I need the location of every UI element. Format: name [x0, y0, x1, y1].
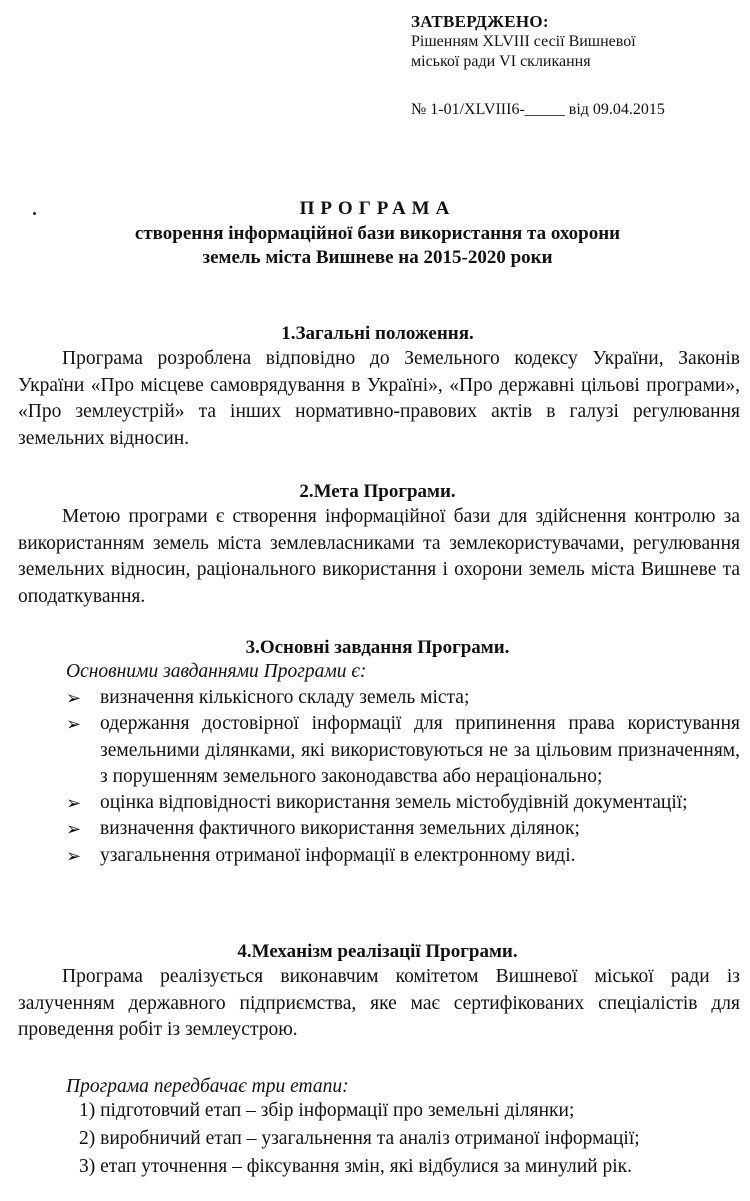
- section-2-text: Метою програми є створення інформаційної бази для здійснення контролю за використанням земель міста землевласниками та землекористувачами, регулювання земельних відносин, раціонального використання і охорони земель міста Вишневе та оподаткування.: [18, 506, 740, 607]
- arrow-bullet-icon: ➢: [66, 714, 82, 735]
- approval-title: ЗАТВЕРДЖЕНО:: [411, 12, 549, 31]
- title-main: ПРОГРАМА: [299, 198, 456, 219]
- arrow-bullet-icon: ➢: [66, 688, 82, 708]
- section-1-text: Програма розроблена відповідно до Земельного кодексу України, Законів України «Про місцеве самоврядування в Україні», «Про державні цільові програми», «Про землеустрій» та інших нормативно-правових актів в галузі регулювання земельних відносин.: [18, 348, 740, 449]
- list-item: 3) етап уточнення – фіксування змін, які відбулися за минулий рік.: [79, 1156, 632, 1177]
- tasks-list: [66, 685, 740, 869]
- approval-line-1: Рішенням XLVIII сесії Вишневої: [411, 33, 636, 50]
- arrow-bullet-icon: ➢: [66, 819, 82, 840]
- list-item-text: одержання достовірної інформації для припинення права користування земельними ділянками, які використовуються не за цільовим призначенням, з порушенням земельного законодавства або нераціонально;: [100, 713, 740, 787]
- list-item: 2) виробничий етап – узагальнення та аналіз отриманої інформації;: [79, 1128, 640, 1149]
- approval-line-2: міської ради VI скликання: [411, 53, 591, 70]
- list-item-text: визначення фактичного використання земельних ділянок;: [100, 818, 580, 840]
- list-item: [66, 816, 740, 842]
- stages-intro: Програма передбачає три етапи:: [66, 1076, 349, 1097]
- title-sub-line-2: земель міста Вишневе на 2015-2020 роки: [202, 247, 553, 268]
- arrow-bullet-icon: ➢: [66, 845, 82, 866]
- section-3-intro: Основними завданнями Програми є:: [66, 661, 367, 682]
- section-1-heading: 1.Загальні положення.: [281, 323, 474, 344]
- section-4-text: Програма реалізується виконавчим комітетом Вишневої міської ради із залученням державного підприємства, яке має сертифікованих спеціалістів для проведення робіт із землеустрою.: [18, 966, 740, 1040]
- section-4-heading: 4.Механізм реалізації Програми.: [237, 941, 518, 962]
- section-3-heading: 3.Основні завдання Програми.: [245, 637, 510, 658]
- title-sub-line-1: створення інформаційної бази використання та охорони: [134, 223, 621, 244]
- list-item: [66, 790, 740, 816]
- list-item: 1) підготовчий етап – збір інформації про земельні ділянки;: [79, 1100, 575, 1121]
- stages-list: [79, 1097, 739, 1181]
- section-2-heading: 2.Мета Програми.: [299, 481, 456, 502]
- document-title: [20, 196, 735, 270]
- list-item: [66, 711, 740, 790]
- approval-stamp-block: [411, 12, 741, 120]
- list-item: [66, 843, 740, 869]
- list-item-text: узагальнення отриманої інформації в електронному виді.: [100, 844, 576, 866]
- list-item-text: визначення кількісного складу земель міста;: [100, 687, 470, 708]
- arrow-bullet-icon: ➢: [66, 793, 82, 814]
- approval-number: № 1-01/XLVIII6-_____ від 09.04.2015: [411, 101, 665, 118]
- list-item: [66, 685, 740, 711]
- list-item-text: оцінка відповідності використання земель містобудівній документації;: [100, 792, 688, 814]
